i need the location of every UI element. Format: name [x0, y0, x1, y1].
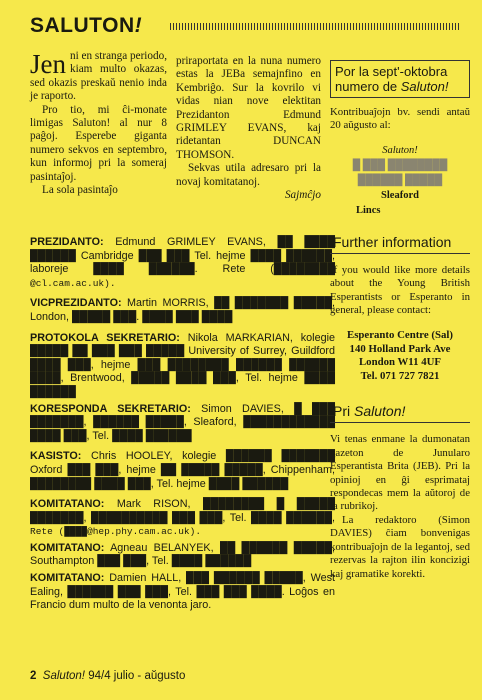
masthead-title: SALUTON!	[30, 14, 143, 37]
page-footer: 2 Saluton! 94/4 julio - aŭgusto	[30, 670, 186, 682]
deadline-box-title: Por la sept'-oktobra numero de Saluton!	[330, 60, 470, 98]
masthead-rule	[170, 23, 460, 30]
intro-paragraph-4: Sekvas utila adresaro pri la novaj komitatanoj.	[176, 162, 321, 188]
intro-column-2	[176, 55, 321, 202]
intro-paragraph-3b: priraportata en la nuna numero estas la JEBa semajnfino en Kembriĝo. Sur la kovrilo vi vidas nian nove elektitan Prezidanton Edmund GRIMLEY EVANS, kaj ridetantan DUNCAN THOMSON.	[176, 55, 321, 161]
further-information-text: If you would like more details about the Young British Esperantists or Esperanto in general, please contact:	[330, 263, 470, 317]
contribution-note: Kontribuaĵojn bv. sendi antaŭ 20 aŭgusto al:	[330, 106, 470, 132]
officer-entry-committee-rison: KOMITATANO: Mark RISON, ████████ █ █████ ███████, ██████████ ███ ███, Tel. ████ ██████, Rete (████@hep.phy.cam.ac.uk).	[30, 498, 335, 538]
intro-paragraph-3a: La sola pasintaĵo	[42, 184, 118, 197]
esperanto-centre-address: Esperanto Centre (Sal) 140 Holland Park Ave London W11 4UF Tel. 071 727 7821	[347, 329, 453, 382]
signature: Sajmĉjo	[284, 189, 321, 202]
officer-entry-corresponding-secretary: KORESPONDA SEKRETARIO: Simon DAVIES, █ ███ ███████, ██████ █████, Sleaford, ████████████ ████ ███, Tel. ████ ██████	[30, 402, 335, 442]
drop-cap-word: Jen	[30, 49, 66, 79]
officer-entry-vice-president: VICPREZIDANTO: Martin MORRIS, ██ ███████ █████, London, █████ ███. ████ ███ ████	[30, 297, 336, 323]
officer-entry-minutes-secretary: PROTOKOLA SEKRETARIO: Nikola MARKARIAN, kolegie █████ ██ ███ ███ █████ University of Surrey, Guildford ████ ███, hejme ███ ████████ ██████ ██████ ████, Brentwood, █████ ████ ███, Tel. hejme ████ ██████	[30, 331, 335, 398]
intro-column-1	[30, 50, 167, 197]
officer-entry-committee-belanyek: KOMITATANO: Agneau BELANYEK, ██ ██████ █████, Southampton ███ ███, Tel. ████ ██████	[30, 541, 335, 568]
officer-entry-treasurer: KASISTO: Chris HOOLEY, kolegie ██████ ███████ Oxford ███ ███, hejme ██ █████ █████, Chippenham, ████████ ████ ███, Tel. hejme ████ ██████	[30, 450, 336, 490]
officer-entry-president: PREZIDANTO: Edmund GRIMLEY EVANS, ██ ████ ██████ Cambridge ███ ███ Tel. hejme ████ ██████, laboreje ████ ██████. Rete (████████ @cl.cam.ac.uk).	[30, 236, 335, 289]
officer-entry-committee-hall: KOMITATANO: Damien HALL, ███ ██████ █████, West Ealing, ██████ ███ ███, Tel. ███ ███ ████. Loĝos en Francio dum multo de la venonta jaro.	[30, 572, 336, 612]
sidebar	[330, 60, 470, 581]
editor-address: Saluton! █ ███ ████████ ██████ █████ Sleaford Lincs	[352, 144, 448, 216]
intro-paragraph-2: Pro tio, mi ĉi-monate limigas Saluton! al nur 8 paĝoj. Esperebe giganta numero sekvos en septembro, kun informoj pri la someraj pasintaĵoj.	[30, 103, 167, 183]
masthead	[30, 14, 460, 40]
intro-paragraph-1: Jen ni en stranga periodo, kiam multo okazas, sed okazis preskaŭ nenio inda je raporto.	[30, 49, 167, 103]
committee-address-list	[30, 236, 335, 620]
pri-saluton-paragraph-1: Vi tenas enmane la dumonatan gazeton de Junularo Esperantista Brita (JEB). Pri la opinioj en ĝi esprimataj respondecas mem la aŭtoroj de la rubrikoj.	[330, 433, 470, 513]
pri-saluton-paragraph-2: La redaktoro (Simon DAVIES) ĉiam bonvenigas kontribuaĵojn de la legantoj, sed rezervas la rajton ilin koncizigi kaj gramatike korekti.	[330, 513, 470, 580]
pri-saluton-heading: Pri Saluton!	[330, 401, 470, 423]
further-information-heading: Further information	[330, 232, 470, 254]
